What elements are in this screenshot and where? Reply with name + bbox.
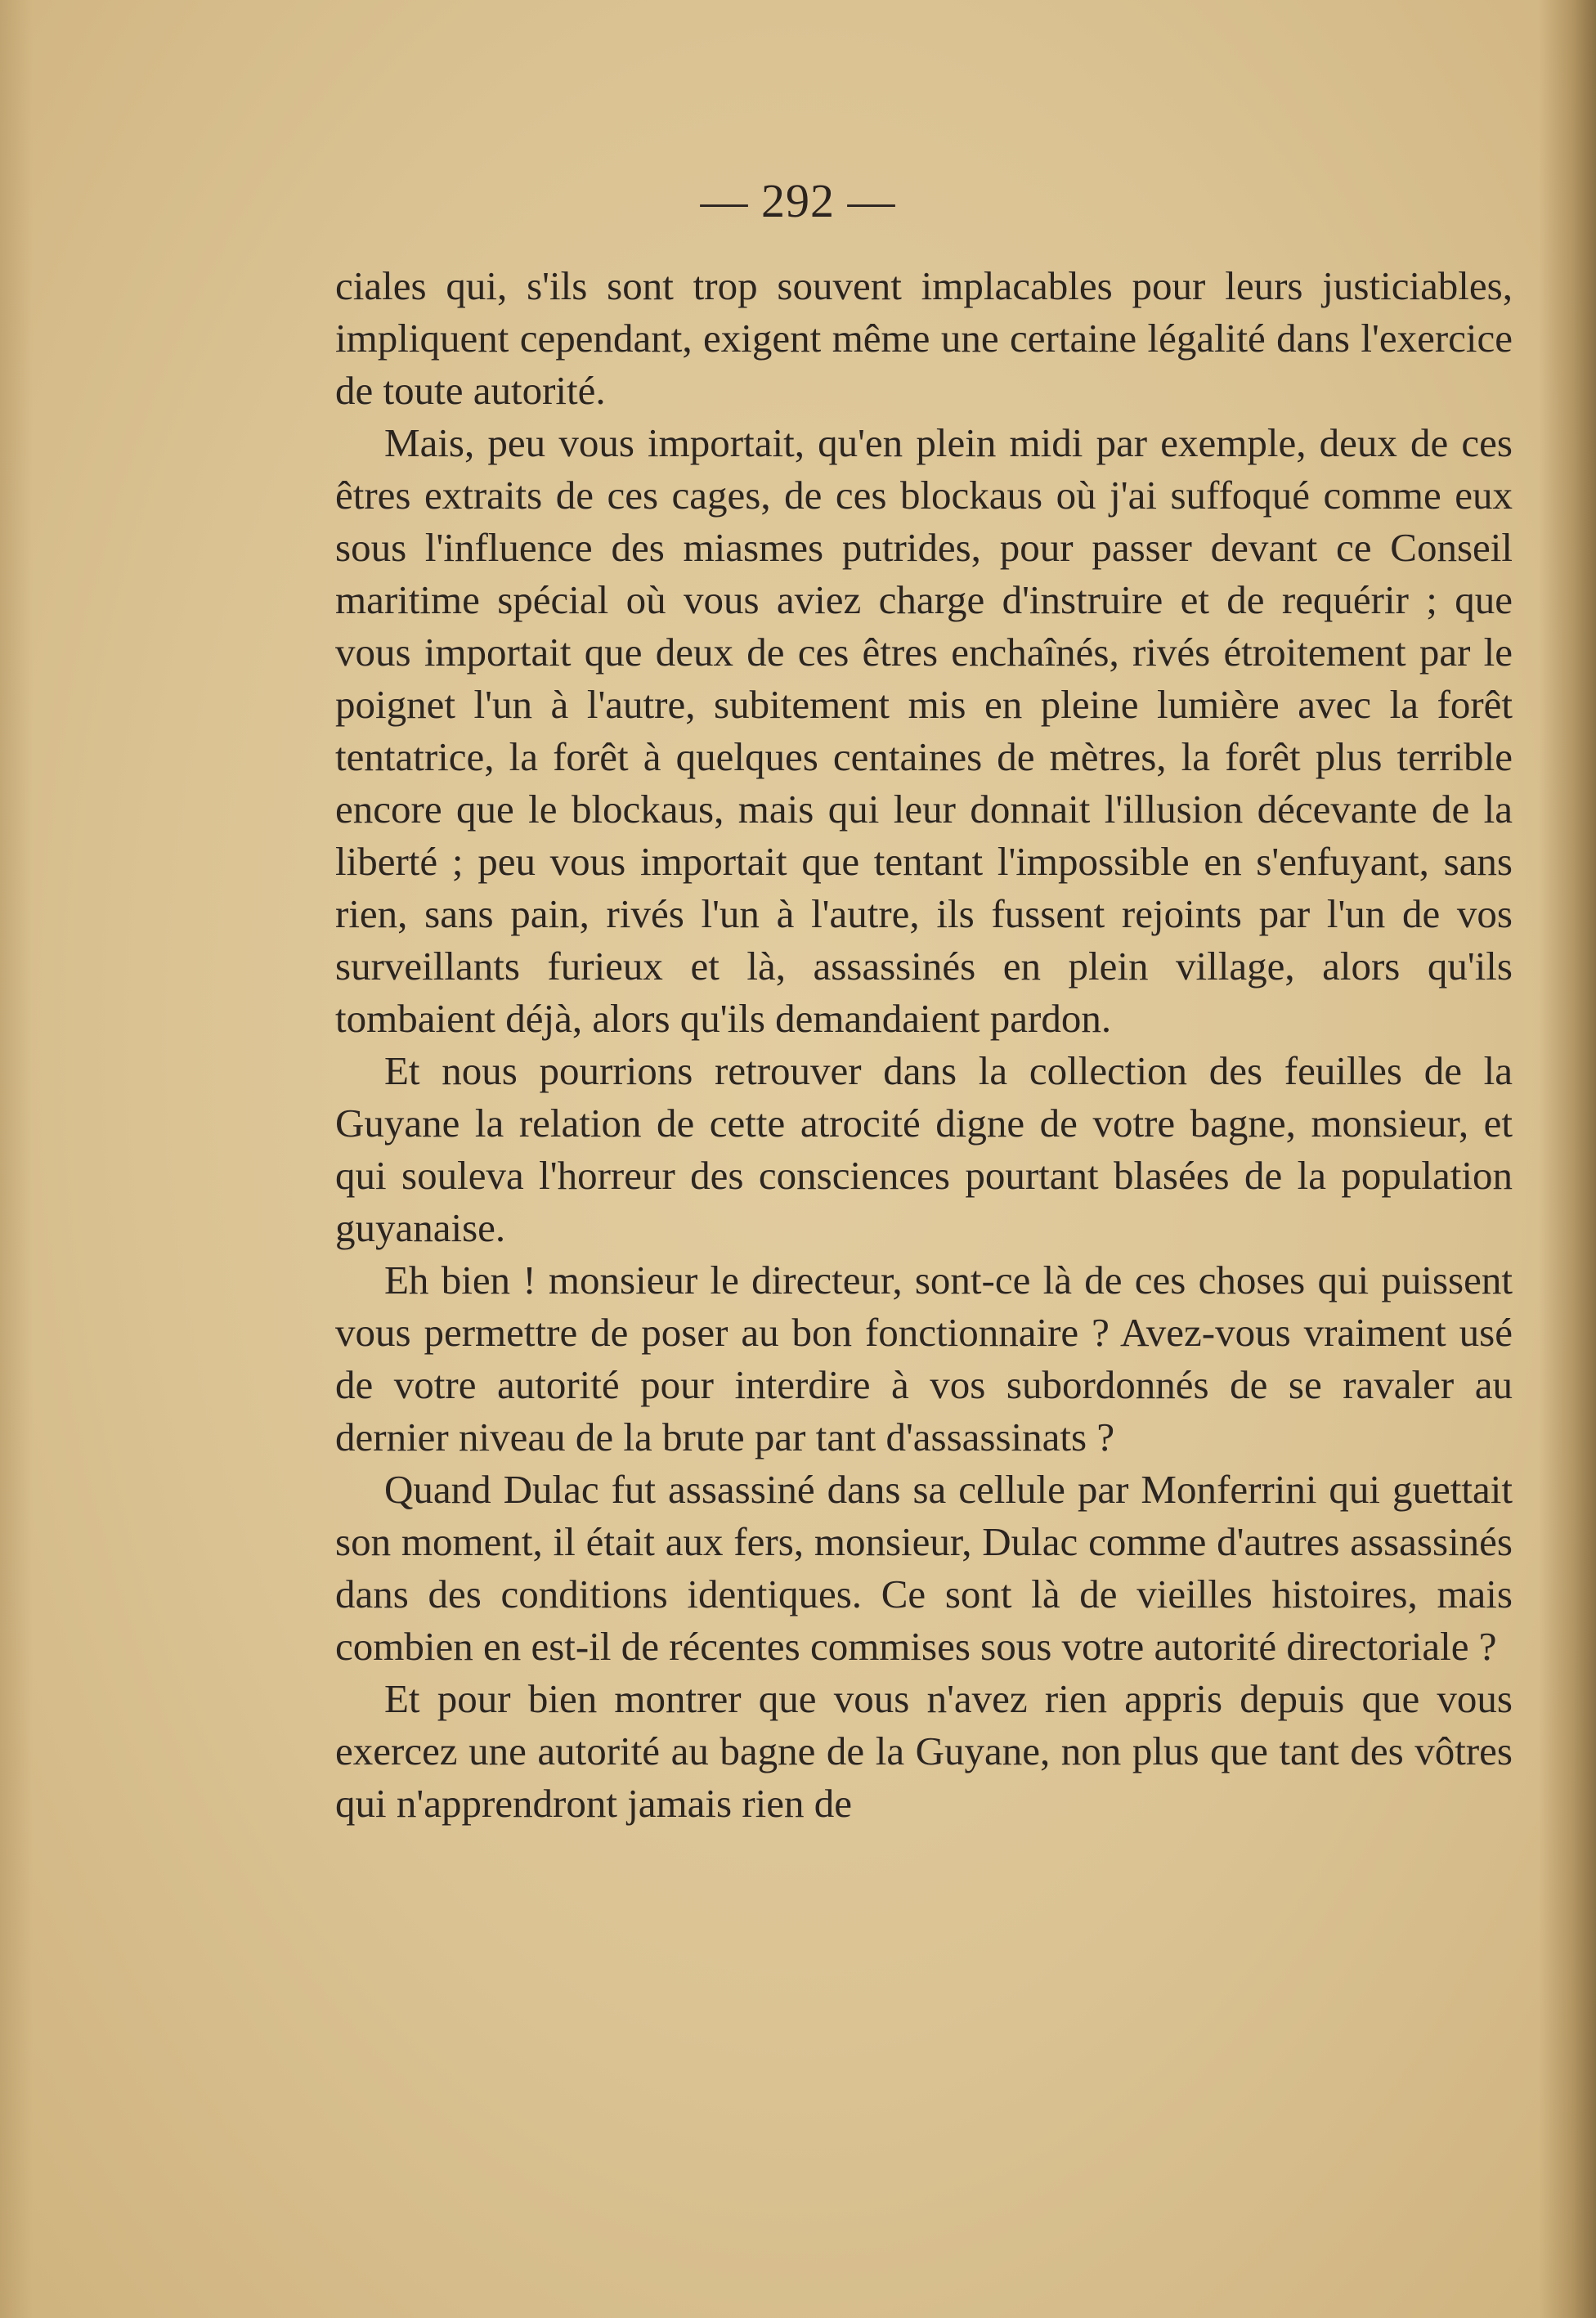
page-shadow-left <box>0 0 33 2318</box>
page-shadow-right <box>1539 0 1596 2318</box>
page-number: — 292 — <box>700 174 896 227</box>
paragraph-1: ciales qui, s'ils sont trop souvent implacables pour leurs justiciables, impliquent cependant, exigent même une certaine légalité dans l'exercice de toute autorité. <box>335 263 1513 413</box>
paragraph-3: Et nous pourrions retrouver dans la collection des feuilles de la Guyane la relation de cette atrocité digne de votre bagne, monsieur, et qui souleva l'horreur des consciences pourtant blasées de la population guyanaise. <box>335 1048 1513 1250</box>
paragraph-5: Quand Dulac fut assassiné dans sa cellule par Monferrini qui guettait son moment, il était aux fers, monsieur, Dulac comme d'autres assassinés dans des conditions identiques. Ce sont là de vieilles histoires, mais combien en est-il de récentes commises sous votre autorité directoriale ? <box>335 1467 1513 1669</box>
body-text <box>335 260 1513 1830</box>
paragraph-4: Eh bien ! monsieur le directeur, sont-ce là de ces choses qui puissent vous permettre de poser au bon fonctionnaire ? Avez-vous vraiment usé de votre autorité pour interdire à vos subordonnés de se ravaler au dernier niveau de la brute par tant d'assassinats ? <box>335 1258 1513 1459</box>
paragraph-6: Et pour bien montrer que vous n'avez rien appris depuis que vous exercez une autorité au bagne de la Guyane, non plus que tant des vôtres qui n'apprendront jamais rien de <box>335 1676 1513 1826</box>
paragraph-2: Mais, peu vous importait, qu'en plein midi par exemple, deux de ces êtres extraits de ces cages, de ces blockaus où j'ai suffoqué comme eux sous l'influence des miasmes putrides, pour passer devant ce Conseil maritime spécial où vous aviez charge d'instruire et de requérir ; que vous importait que deux de ces êtres enchaînés, rivés étroitement par le poignet l'un à l'autre, subitement mis en pleine lumière avec la forêt tentatrice, la forêt à quelques centaines de mètres, la forêt plus terrible encore que le blockaus, mais qui leur donnait l'illusion décevante de la liberté ; peu vous importait que tentant l'impossible en s'enfuyant, sans rien, sans pain, rivés l'un à l'autre, ils fussent rejoints par l'un de vos surveillants furieux et là, assassinés en plein village, alors qu'ils tombaient déjà, alors qu'ils demandaient pardon. <box>335 420 1513 1041</box>
